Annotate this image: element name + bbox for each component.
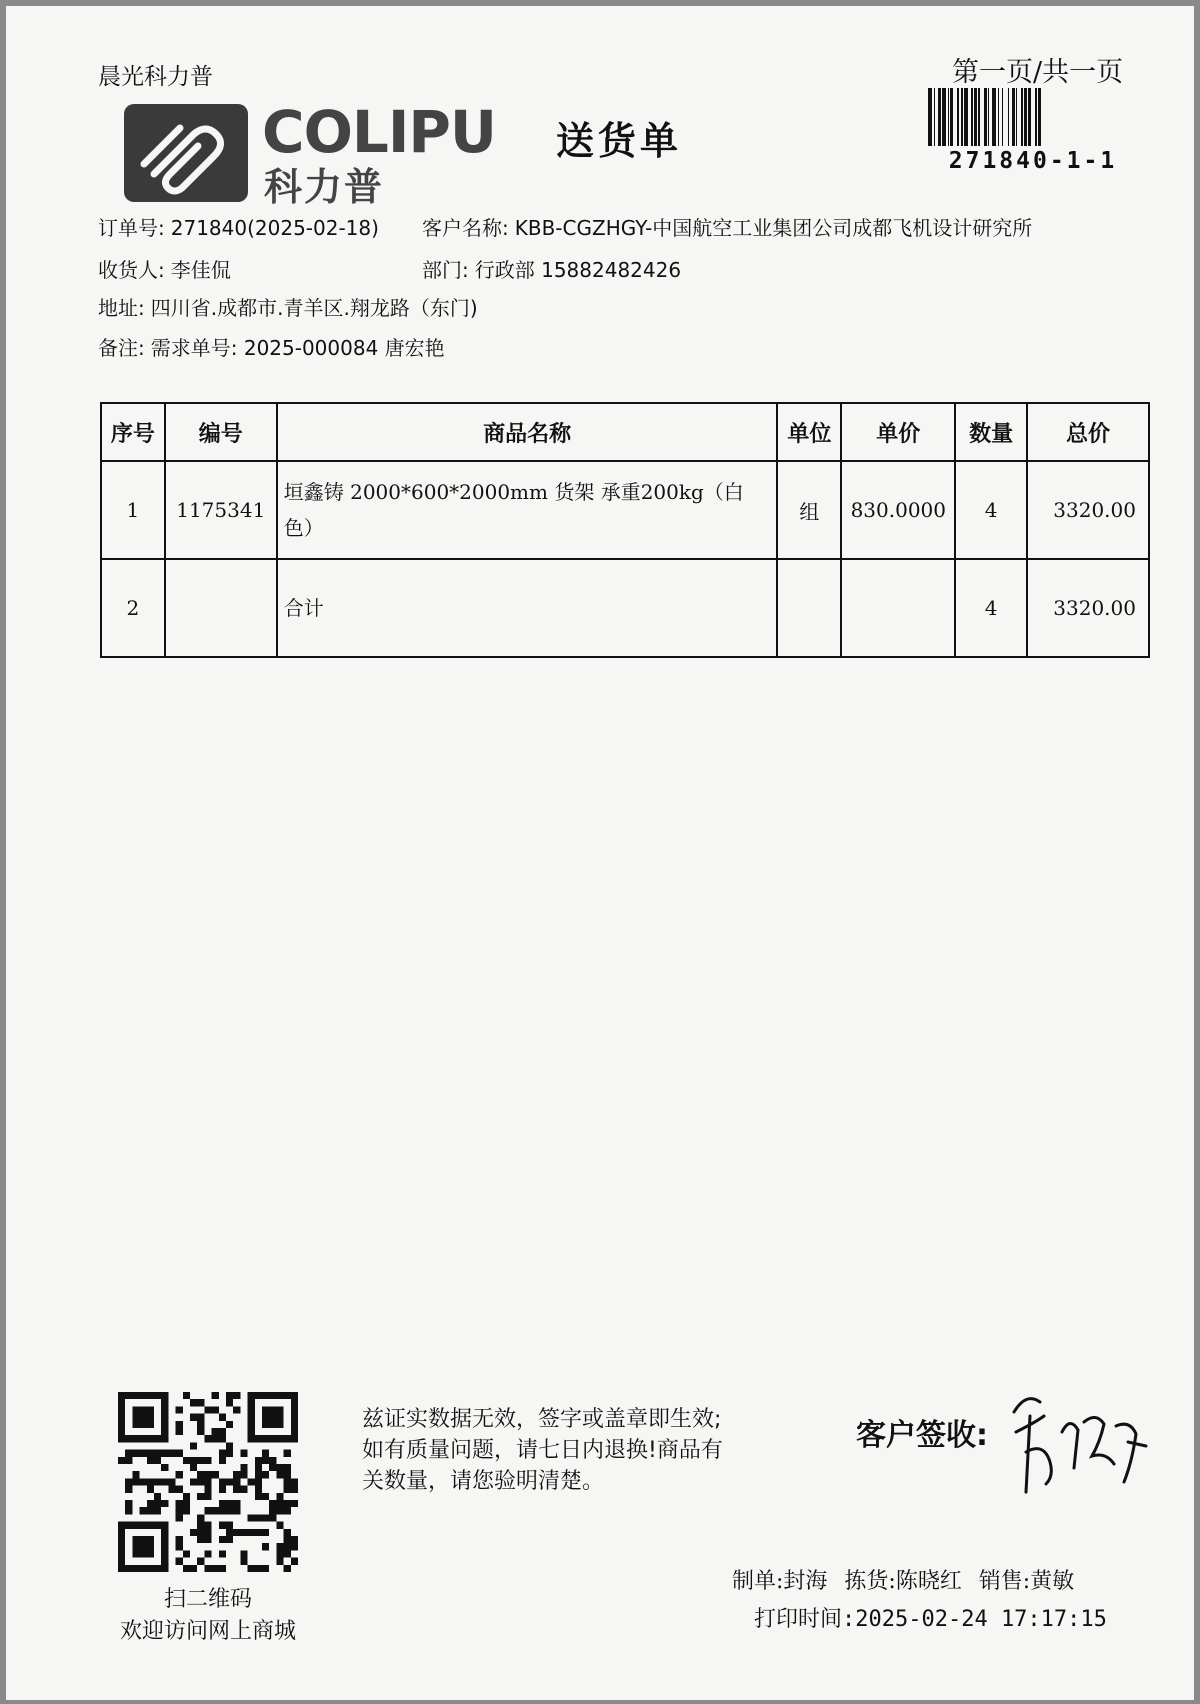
cell-total: 3320.00 <box>1027 559 1149 657</box>
company-name: 晨光科力普 <box>98 64 213 90</box>
qr-caption-scan: 扫二维码 <box>163 1587 252 1612</box>
address-label: 地址: <box>98 296 145 320</box>
receiver-field <box>98 254 231 283</box>
order-number-value: 271840(2025-02-18) <box>170 216 379 240</box>
cell-unit: 组 <box>777 461 841 559</box>
logo-wordmark-en: COLIPU <box>262 98 497 166</box>
qr-caption-mall: 欢迎访问网上商城 <box>119 1619 296 1644</box>
header-total: 总价 <box>1027 403 1149 461</box>
cell-unit <box>777 559 841 657</box>
order-number-label: 订单号: <box>98 216 165 240</box>
header-seq: 序号 <box>101 403 165 461</box>
qr-code-icon <box>118 1392 298 1572</box>
customer-name-value: KBB-CGZHGY-中国航空工业集团公司成都飞机设计研究所 <box>514 216 1033 240</box>
department-field <box>422 254 681 283</box>
cell-code <box>165 559 277 657</box>
delivery-note-page <box>6 6 1194 1700</box>
remark-value: 需求单号: 2025-000084 唐宏艳 <box>150 336 445 360</box>
cell-unit-price: 830.0000 <box>841 461 955 559</box>
remark-label: 备注: <box>98 336 145 360</box>
staff-info: 制单:封海 拣货:陈晓红 销售:黄敏 <box>732 1569 1075 1594</box>
notice-line: 兹证实数据无效，签字或盖章即生效; <box>362 1407 722 1432</box>
notice-line: 如有质量问题，请七日内退换!商品有 <box>362 1438 723 1463</box>
cell-unit-price <box>841 559 955 657</box>
customer-signature-label: 客户签收: <box>856 1418 988 1453</box>
address-field <box>98 292 478 321</box>
items-table <box>100 402 1150 658</box>
order-number-field <box>98 212 379 241</box>
cell-seq: 2 <box>101 559 165 657</box>
print-time: 打印时间:2025-02-24 17:17:15 <box>754 1607 1107 1632</box>
table-row <box>101 559 1149 657</box>
receiver-label: 收货人: <box>98 258 165 282</box>
paperclip-logo-icon <box>124 104 248 202</box>
receiver-value: 李佳侃 <box>170 258 231 282</box>
header-unit-price: 单价 <box>841 403 955 461</box>
remark-field <box>98 332 445 361</box>
table-row <box>101 461 1149 559</box>
cell-code: 1175341 <box>165 461 277 559</box>
department-value: 行政部 15882482426 <box>474 258 682 282</box>
cell-seq: 1 <box>101 461 165 559</box>
cell-total: 3320.00 <box>1027 461 1149 559</box>
page-indicator: 第一页/共一页 <box>952 57 1124 88</box>
table-header-row <box>101 403 1149 461</box>
cell-product-name: 垣鑫铸 2000*600*2000mm 货架 承重200kg（白色） <box>277 461 778 559</box>
logo-wordmark-cn: 科力普 <box>264 165 385 209</box>
header-product-name: 商品名称 <box>277 403 778 461</box>
customer-name-field <box>422 212 1032 241</box>
notice-text <box>362 1404 792 1497</box>
barcode-icon <box>928 88 1138 146</box>
header-code: 编号 <box>165 403 277 461</box>
cell-product-name: 合计 <box>277 559 778 657</box>
barcode-number: 271840-1-1 <box>948 148 1118 174</box>
cell-quantity: 4 <box>955 461 1027 559</box>
handwritten-signature <box>996 1372 1156 1512</box>
department-label: 部门: <box>422 258 469 282</box>
customer-name-label: 客户名称: <box>422 216 509 240</box>
cell-quantity: 4 <box>955 559 1027 657</box>
header-unit: 单位 <box>777 403 841 461</box>
address-value: 四川省.成都市.青羊区.翔龙路（东门) <box>150 296 478 320</box>
header-quantity: 数量 <box>955 403 1027 461</box>
notice-line: 关数量，请您验明清楚。 <box>362 1469 605 1494</box>
document-title: 送货单 <box>556 119 683 163</box>
